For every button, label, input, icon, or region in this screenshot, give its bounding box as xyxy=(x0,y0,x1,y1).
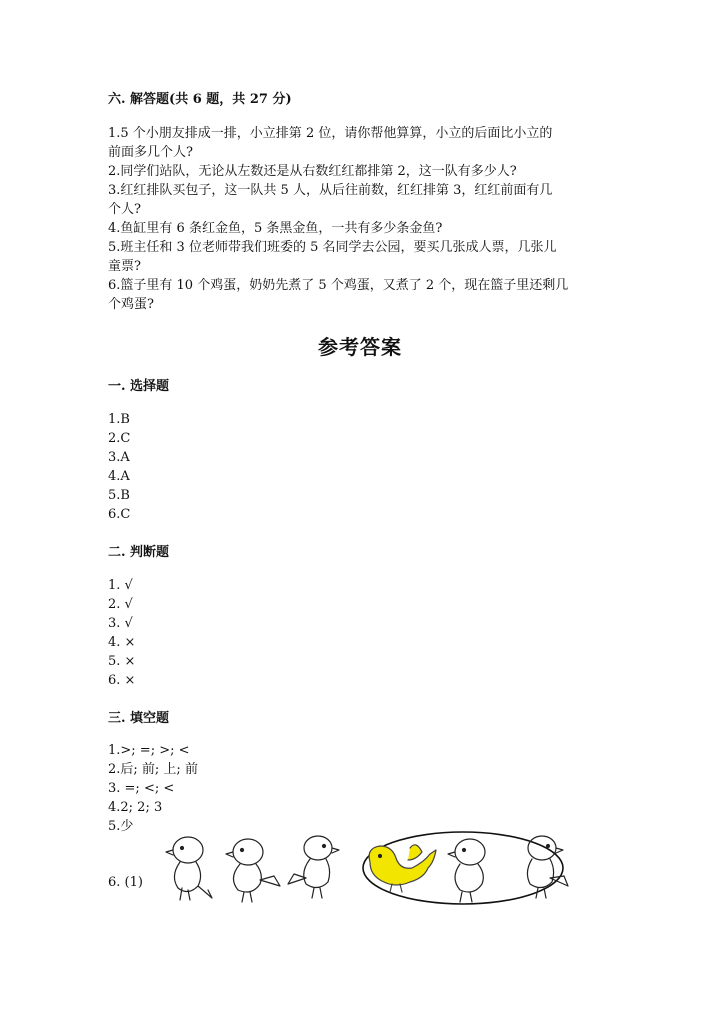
judge-answer: 6. × xyxy=(108,673,136,688)
fill-answer: 2.后; 前; 上; 前 xyxy=(108,762,198,777)
question-line: 个鸡蛋? xyxy=(108,297,154,312)
section-title-choice: 一. 选择题 xyxy=(108,379,170,394)
judge-answer: 1. √ xyxy=(108,578,133,593)
answer-key-title: 参考答案 xyxy=(318,335,402,359)
fill-answer: 5.少 xyxy=(108,819,134,834)
choice-answer: 6.C xyxy=(108,507,131,522)
choice-answer: 3.A xyxy=(108,450,130,465)
section-title-judge: 二. 判断题 xyxy=(108,545,170,560)
judge-answer: 5. × xyxy=(108,654,136,669)
section-title-answer-questions: 六. 解答题(共 6 题，共 27 分) xyxy=(108,92,292,107)
judge-answer: 3. √ xyxy=(108,616,133,631)
question-line: 个人? xyxy=(108,202,141,217)
choice-answer: 5.B xyxy=(108,488,130,503)
question-line: 前面多几个人? xyxy=(108,145,193,160)
section-title-fill: 三. 填空题 xyxy=(108,711,170,726)
birds-illustration xyxy=(160,828,570,908)
yellow-bird-icon xyxy=(369,845,436,892)
bird-icon xyxy=(288,836,339,898)
question-line: 2.同学们站队，无论从左数还是从右数红红都排第 2，这一队有多少人? xyxy=(108,164,517,179)
question-line: 1.5 个小朋友排成一排，小立排第 2 位，请你帮他算算，小立的后面比小立的 xyxy=(108,126,553,141)
fill-answer: 3. =; <; < xyxy=(108,781,175,796)
choice-answer: 1.B xyxy=(108,412,130,427)
choice-answer: 4.A xyxy=(108,469,130,484)
bird-icon xyxy=(527,836,568,898)
question-line: 4.鱼缸里有 6 条红金鱼，5 条黑金鱼，一共有多少条金鱼? xyxy=(108,221,443,236)
choice-answer: 2.C xyxy=(108,431,131,446)
question-line: 5.班主任和 3 位老师带我们班委的 5 名同学去公园，要买几张成人票，几张儿 xyxy=(108,240,557,255)
bird-icon xyxy=(448,839,485,902)
fill-answer: 1.>; =; >; < xyxy=(108,743,190,758)
fill-answer: 4.2; 2; 3 xyxy=(108,800,163,815)
judge-answer: 4. × xyxy=(108,635,136,650)
question-line: 6.篮子里有 10 个鸡蛋，奶奶先煮了 5 个鸡蛋，又煮了 2 个，现在篮子里还剩几 xyxy=(108,278,569,293)
answer-6-label: 6. (1) xyxy=(108,875,143,890)
bird-icon xyxy=(226,839,280,902)
judge-answer: 2. √ xyxy=(108,597,133,612)
question-line: 童票? xyxy=(108,259,141,274)
question-line: 3.红红排队买包子，这一队共 5 人，从后往前数，红红排第 3，红红前面有几 xyxy=(108,183,553,198)
bird-icon xyxy=(166,837,212,900)
